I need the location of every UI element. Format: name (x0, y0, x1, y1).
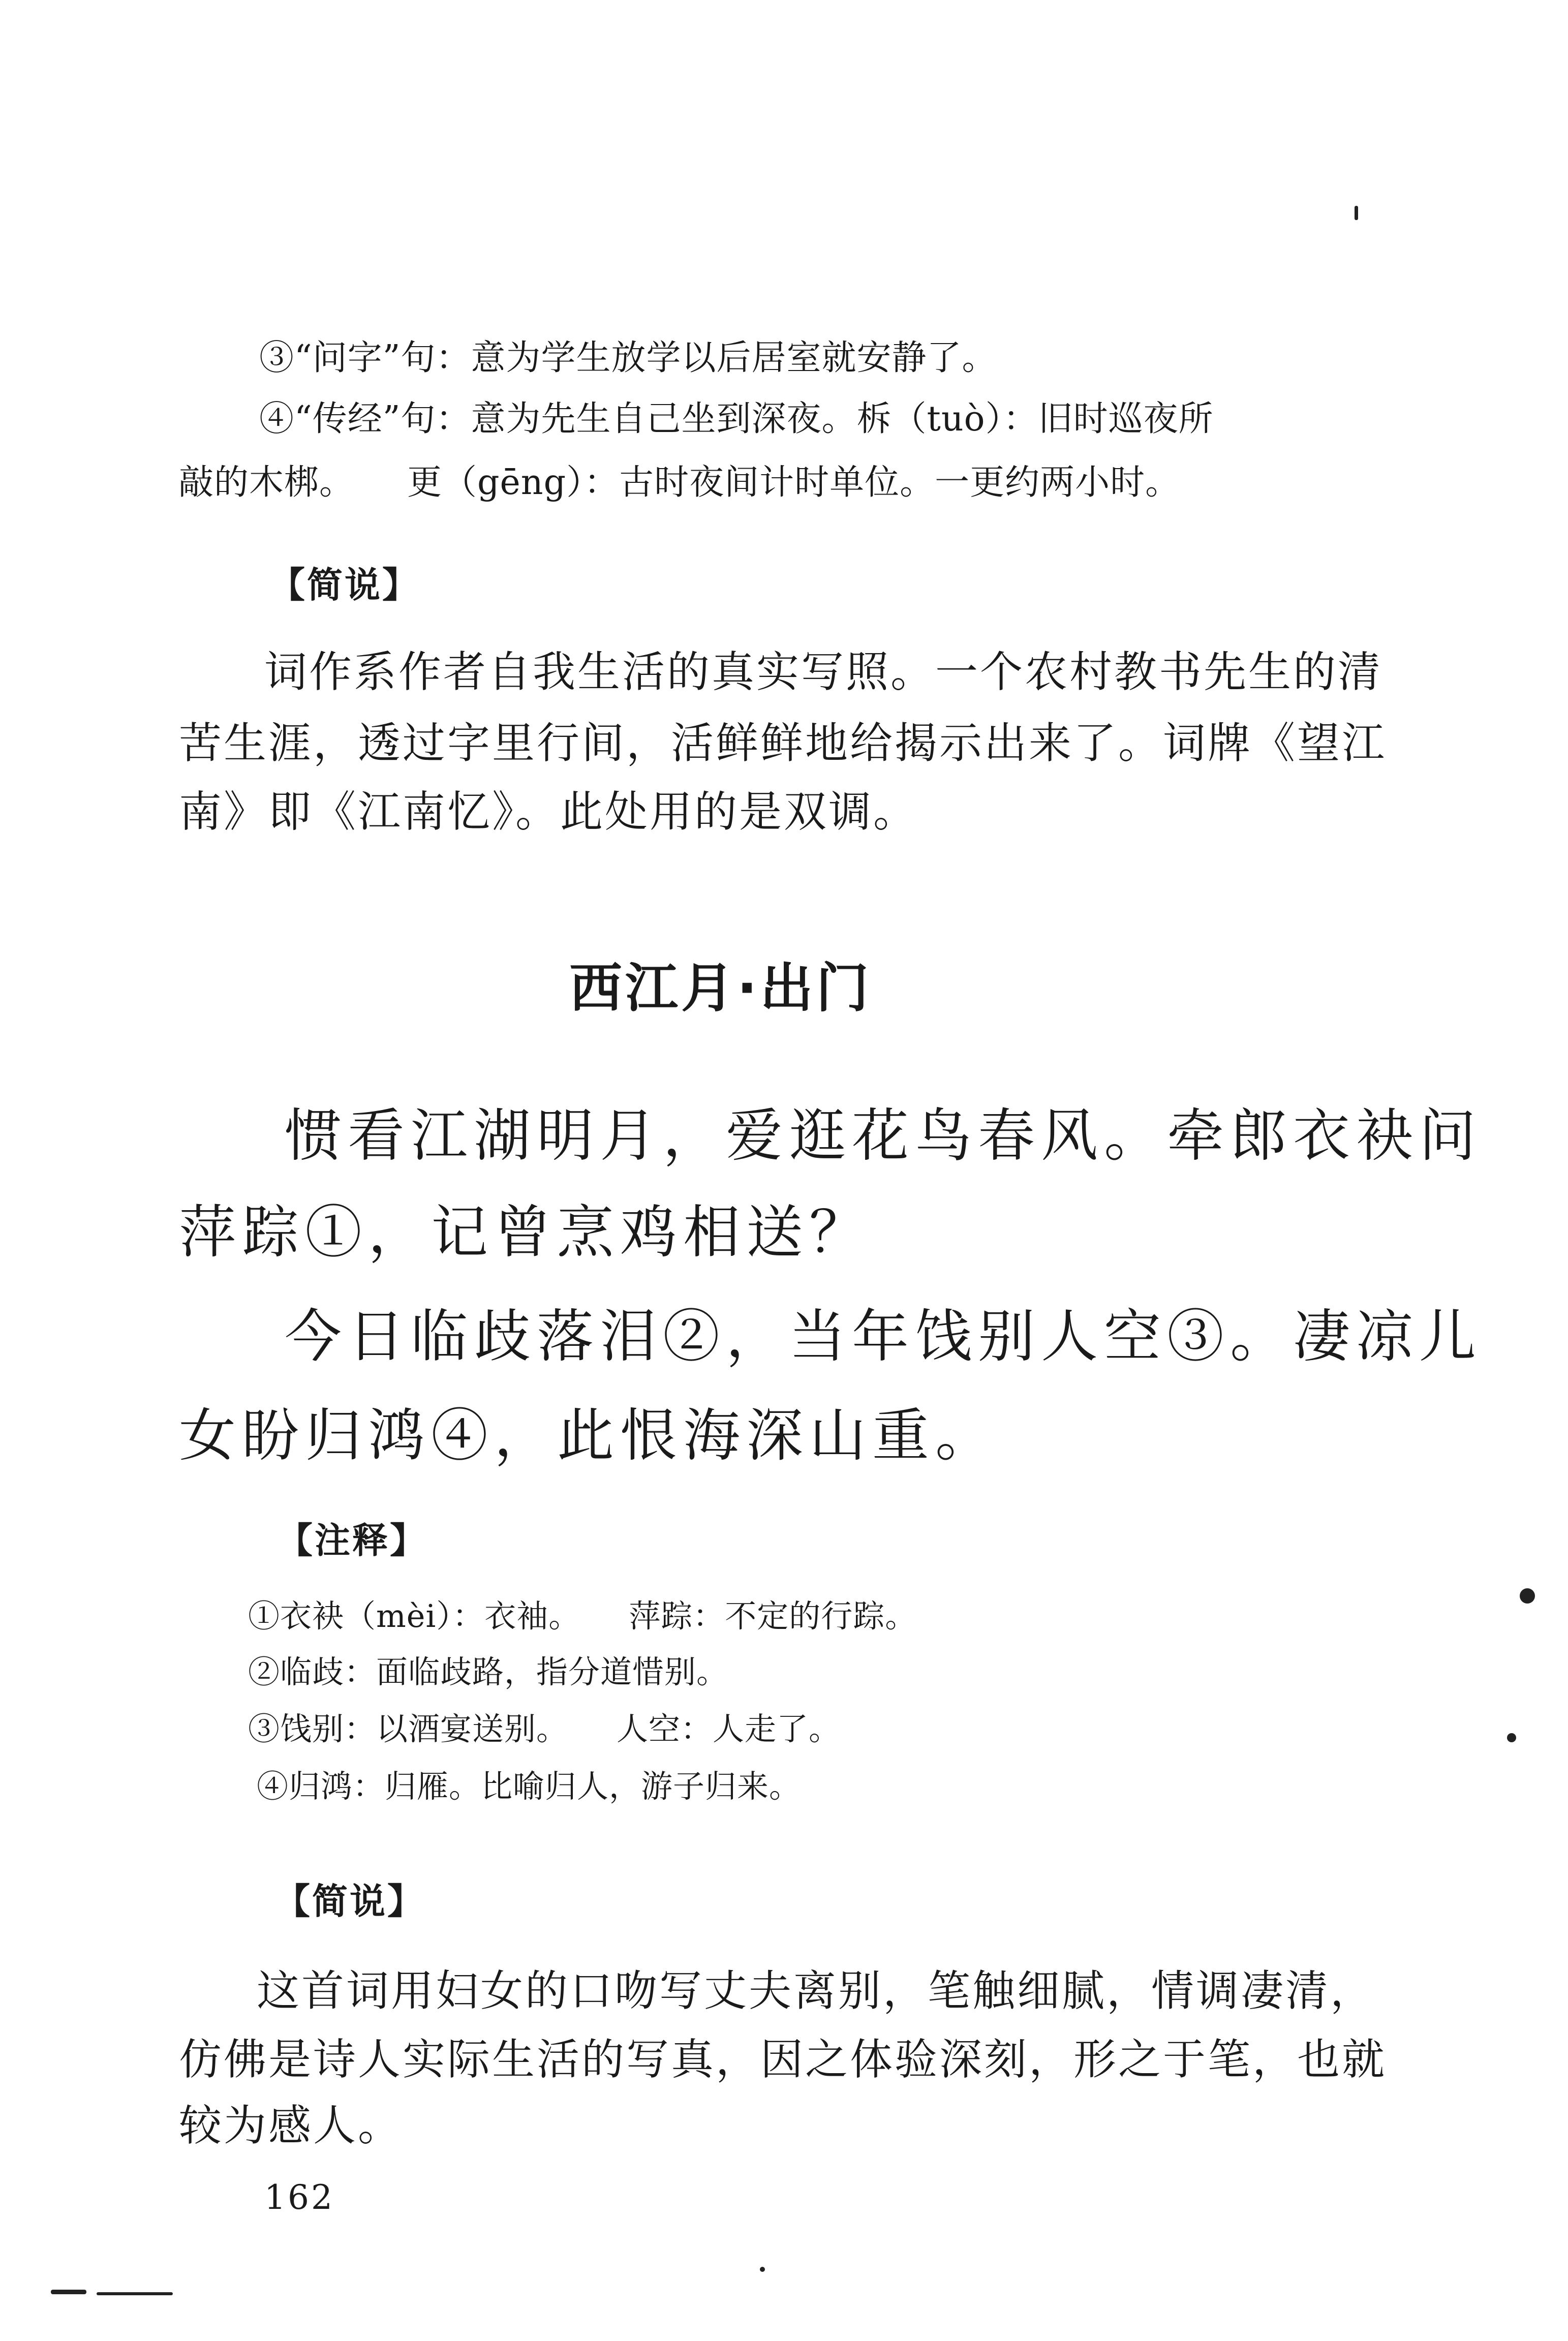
section-heading: 【简说】 (274, 1881, 425, 1922)
poem-line: 萍踪①，记曾烹鸡相送？ (179, 1199, 872, 1266)
note-line: ④“传经”句：意为先生自己坐到深夜。柝（tuò）：旧时巡夜所 (259, 399, 1214, 439)
scan-speck (1520, 1588, 1535, 1604)
scan-speck (1355, 206, 1358, 220)
annotation-item: ④归鸿：归雁。比喻归人，游子归来。 (257, 1768, 802, 1805)
poem-line: 今日临歧落泪②，当年饯别人空③。凄凉儿 (285, 1304, 1482, 1370)
annotation-item: ③饯别：以酒宴送别。 人空：人走了。 (248, 1710, 841, 1747)
note-line: 敲的木梆。 更（gēng）：古时夜间计时单位。一更约两小时。 (179, 463, 1181, 503)
paragraph-line: 苦生涯，透过字里行间，活鲜鲜地给揭示出来了。词牌《望江 (179, 718, 1387, 768)
scan-speck (51, 2290, 86, 2294)
paragraph-line: 这首词用妇女的口吻写丈夫离别，笔触细腻，情调凄清， (257, 1966, 1375, 2016)
poem-line: 惯看江湖明月，爱逛花鸟春风。牵郎衣袂问 (285, 1103, 1482, 1169)
poem-line: 女盼归鸿④，此恨海深山重。 (179, 1403, 998, 1469)
annotation-item: ①衣袂（mèi）：衣袖。 萍踪：不定的行踪。 (248, 1597, 917, 1635)
paragraph-line: 较为感人。 (179, 2101, 403, 2150)
paragraph-line: 仿佛是诗人实际生活的写真，因之体验深刻，形之于笔，也就 (179, 2035, 1387, 2084)
section-heading: 【简说】 (269, 564, 420, 606)
paragraph-line: 词作系作者自我生活的真实写照。一个农村教书先生的清 (264, 647, 1383, 697)
scan-speck (760, 2267, 765, 2272)
scan-speck (97, 2292, 173, 2295)
note-line: ③“问字”句：意为学生放学以后居室就安静了。 (259, 338, 997, 378)
annotations-heading: 【注释】 (277, 1520, 427, 1561)
poem-title: 西江月·出门 (569, 957, 872, 1019)
page-number: 162 (264, 2178, 334, 2217)
paragraph-line: 南》即《江南忆》。此处用的是双调。 (179, 787, 918, 837)
annotation-item: ②临歧：面临歧路，指分道惜别。 (248, 1653, 729, 1690)
scan-speck (1507, 1733, 1516, 1742)
